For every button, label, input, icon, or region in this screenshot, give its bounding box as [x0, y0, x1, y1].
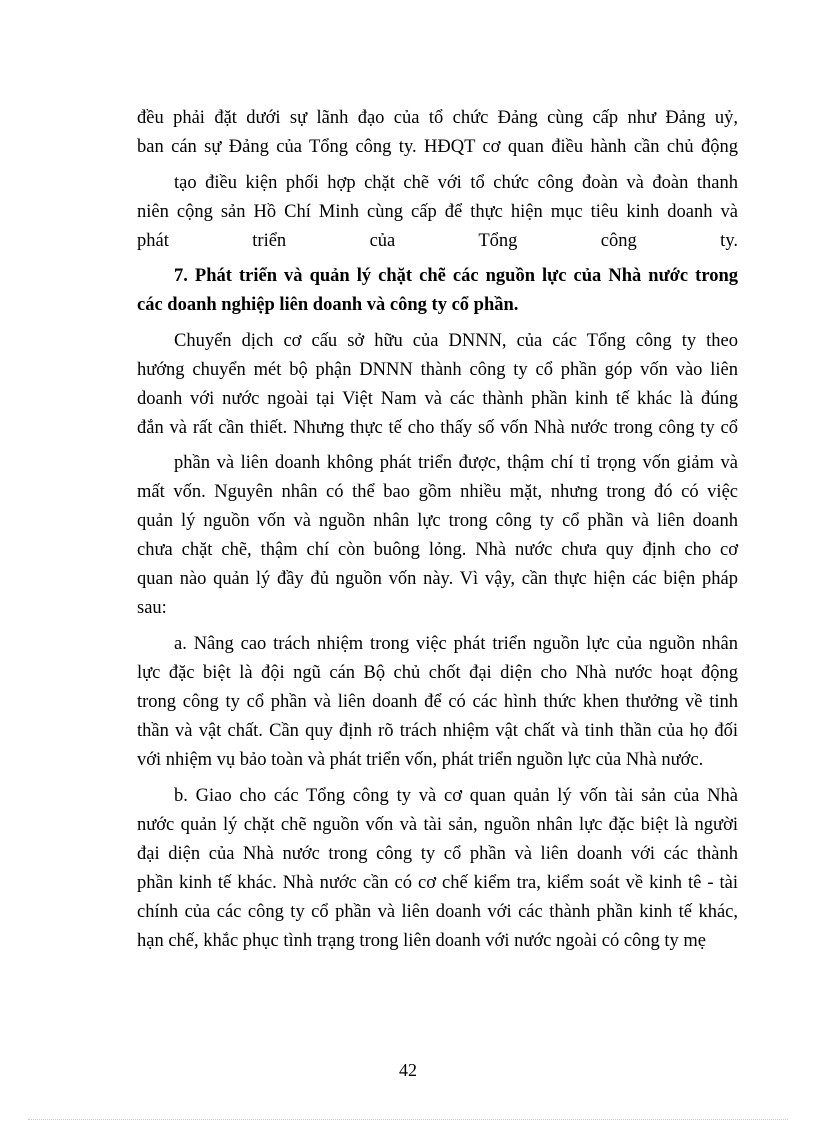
paragraph-line: ban cán sự Đảng của Tổng công ty. HĐQT cơ quan điều hành cần chủ động — [137, 137, 738, 157]
paragraph-line: phần và liên doanh không phát triển được, thậm chí tỉ trọng vốn giảm và — [174, 453, 738, 473]
paragraph-line: với nhiệm vụ bảo toàn và phát triển vốn, phát triển nguồn lực của Nhà nước. — [137, 750, 704, 770]
paragraph-line: a. Nâng cao trách nhiệm trong việc phát triển nguồn lực của nguồn nhân — [174, 634, 738, 654]
paragraph-line: phát triển của Tổng công ty. — [137, 231, 738, 251]
paragraph-line: Chuyển dịch cơ cấu sở hữu của DNNN, của các Tổng công ty theo — [174, 331, 738, 351]
paragraph-line: đắn và rất cần thiết. Nhưng thực tế cho thấy số vốn Nhà nước trong công ty cổ — [137, 418, 738, 438]
paragraph-line: sau: — [137, 598, 167, 618]
paragraph-line: tạo điều kiện phối hợp chặt chẽ với tổ chức công đoàn và đoàn thanh — [174, 173, 738, 193]
section-heading: các doanh nghiệp liên doanh và công ty cổ phần. — [137, 295, 519, 315]
paragraph-line: quan nào quản lý đầy đủ nguồn vốn này. Vì vậy, cần thực hiện các biện pháp — [137, 569, 738, 589]
paragraph-line: doanh với nước ngoài tại Việt Nam và các thành phần kinh tế khác là đúng — [137, 389, 738, 409]
paragraph-line: hướng chuyển mét bộ phận DNNN thành công ty cổ phần góp vốn vào liên — [137, 360, 738, 380]
paragraph-line: chính của các công ty cổ phần và liên doanh với các thành phần kinh tế khác, — [137, 902, 738, 922]
page-number: 42 — [399, 1060, 417, 1080]
paragraph-line: trong công ty cổ phần và liên doanh để có các hình thức khen thưởng về tinh — [137, 692, 738, 712]
paragraph-line: nước quản lý chặt chẽ nguồn vốn và tài sản, nguồn nhân lực đặc biệt là người — [137, 815, 738, 835]
section-heading: 7. Phát triển và quản lý chặt chẽ các nguồn lực của Nhà nước trong — [174, 266, 738, 286]
page-bottom-divider — [28, 1119, 788, 1120]
paragraph-line: đại diện của Nhà nước trong công ty cổ phần và liên doanh với các thành — [137, 844, 738, 864]
paragraph-line: hạn chế, khắc phục tình trạng trong liên doanh với nước ngoài có công ty mẹ — [137, 931, 707, 951]
paragraph-line: chưa chặt chẽ, thậm chí còn buông lỏng. Nhà nước chưa quy định cho cơ — [137, 540, 738, 560]
paragraph-line: phần kinh tế khác. Nhà nước cần có cơ chế kiểm tra, kiểm soát về kinh tê - tài — [137, 873, 738, 893]
paragraph-line: niên cộng sản Hồ Chí Minh cùng cấp để thực hiện mục tiêu kinh doanh và — [137, 202, 738, 222]
paragraph-line: quản lý nguồn vốn và nguồn nhân lực trong công ty cổ phần và liên doanh — [137, 511, 738, 531]
paragraph-line: đều phải đặt dưới sự lãnh đạo của tổ chức Đảng cùng cấp như Đảng uỷ, — [137, 108, 738, 128]
paragraph-line: thần và vật chất. Cần quy định rõ trách nhiệm vật chất và tinh thần của họ đối — [137, 721, 738, 741]
paragraph-line: b. Giao cho các Tổng công ty và cơ quan quản lý vốn tài sản của Nhà — [174, 786, 738, 806]
paragraph-line: mất vốn. Nguyên nhân có thể bao gồm nhiều mặt, nhưng trong đó có việc — [137, 482, 738, 502]
paragraph-line: lực đặc biệt là đội ngũ cán Bộ chủ chốt đại diện cho Nhà nước hoạt động — [137, 663, 738, 683]
